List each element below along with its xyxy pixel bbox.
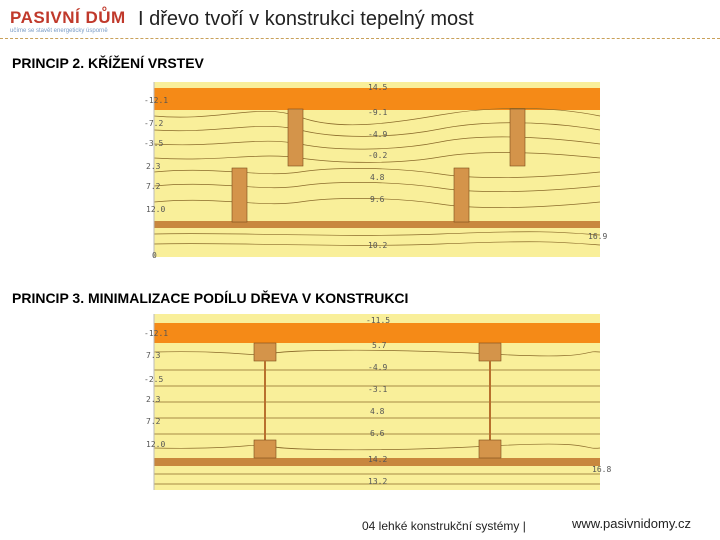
footer-course-label: 04 lehké konstrukční systémy | [362, 519, 526, 533]
isotherm-label: -11.5 [366, 316, 391, 325]
isotherm-label: -9.1 [368, 108, 388, 117]
isotherm-label: 16.9 [588, 232, 608, 241]
isotherm-label: 12.0 [146, 440, 166, 449]
isotherm-label: 7.3 [146, 351, 161, 360]
page-title: I dřevo tvoří v konstrukci tepelný most [138, 8, 474, 30]
timber-flange [479, 343, 501, 361]
timber-flange [254, 343, 276, 361]
timber-flange [479, 440, 501, 458]
isotherm-label: 14.2 [368, 455, 388, 464]
timber-flange [254, 440, 276, 458]
isotherm-label: -4.9 [368, 130, 388, 139]
timber-stud [288, 109, 303, 166]
web-member [264, 361, 266, 440]
isotherm-label: -0.2 [368, 151, 388, 160]
isotherm-label: -12.1 [144, 96, 169, 105]
isotherm-label: -7.2 [144, 119, 164, 128]
diagram-principle-2 [140, 82, 615, 260]
isotherm-label: 2.3 [146, 162, 161, 171]
isotherm-label: 4.8 [370, 173, 385, 182]
section-heading-principle-3: PRINCIP 3. MINIMALIZACE PODÍLU DŘEVA V KONSTRUKCI [12, 290, 409, 306]
timber-stud [232, 168, 247, 222]
logo-tagline: učíme se stavět energeticky úsporně [10, 28, 108, 34]
isotherm-label: -3.5 [144, 139, 164, 148]
isotherm-label: -4.9 [368, 363, 388, 372]
isotherm-label: 4.8 [370, 407, 385, 416]
isotherm-label: 16.8 [592, 465, 612, 474]
diagram-principle-3 [140, 314, 615, 494]
isotherm-label: 6.6 [370, 429, 385, 438]
isotherm-label: -12.1 [144, 329, 169, 338]
isotherm-label: 7.2 [146, 417, 161, 426]
interior-board [154, 221, 600, 228]
isotherm-label: 14.5 [368, 83, 388, 92]
isotherm-label: 10.2 [368, 241, 388, 250]
isotherm-label: 13.2 [368, 477, 388, 486]
corner-label: 0 [152, 251, 157, 260]
isotherm-label: 12.0 [146, 205, 166, 214]
exterior-layer [154, 323, 600, 343]
isotherm-label: 2.3 [146, 395, 161, 404]
isotherm-label: -3.1 [368, 385, 388, 394]
header-divider [0, 38, 720, 39]
timber-stud [454, 168, 469, 222]
isotherm-label: 7.2 [146, 182, 161, 191]
section-heading-principle-2: PRINCIP 2. KŘÍŽENÍ VRSTEV [12, 55, 204, 71]
isotherm-label: 5.7 [372, 341, 387, 350]
isotherm-label: 9.6 [370, 195, 385, 204]
timber-stud [510, 109, 525, 166]
isotherm-label: -2.5 [144, 375, 164, 384]
footer-website: www.pasivnidomy.cz [572, 516, 691, 531]
header [0, 0, 720, 40]
logo: PASIVNÍ DŮM [10, 8, 126, 27]
web-member [489, 361, 491, 440]
